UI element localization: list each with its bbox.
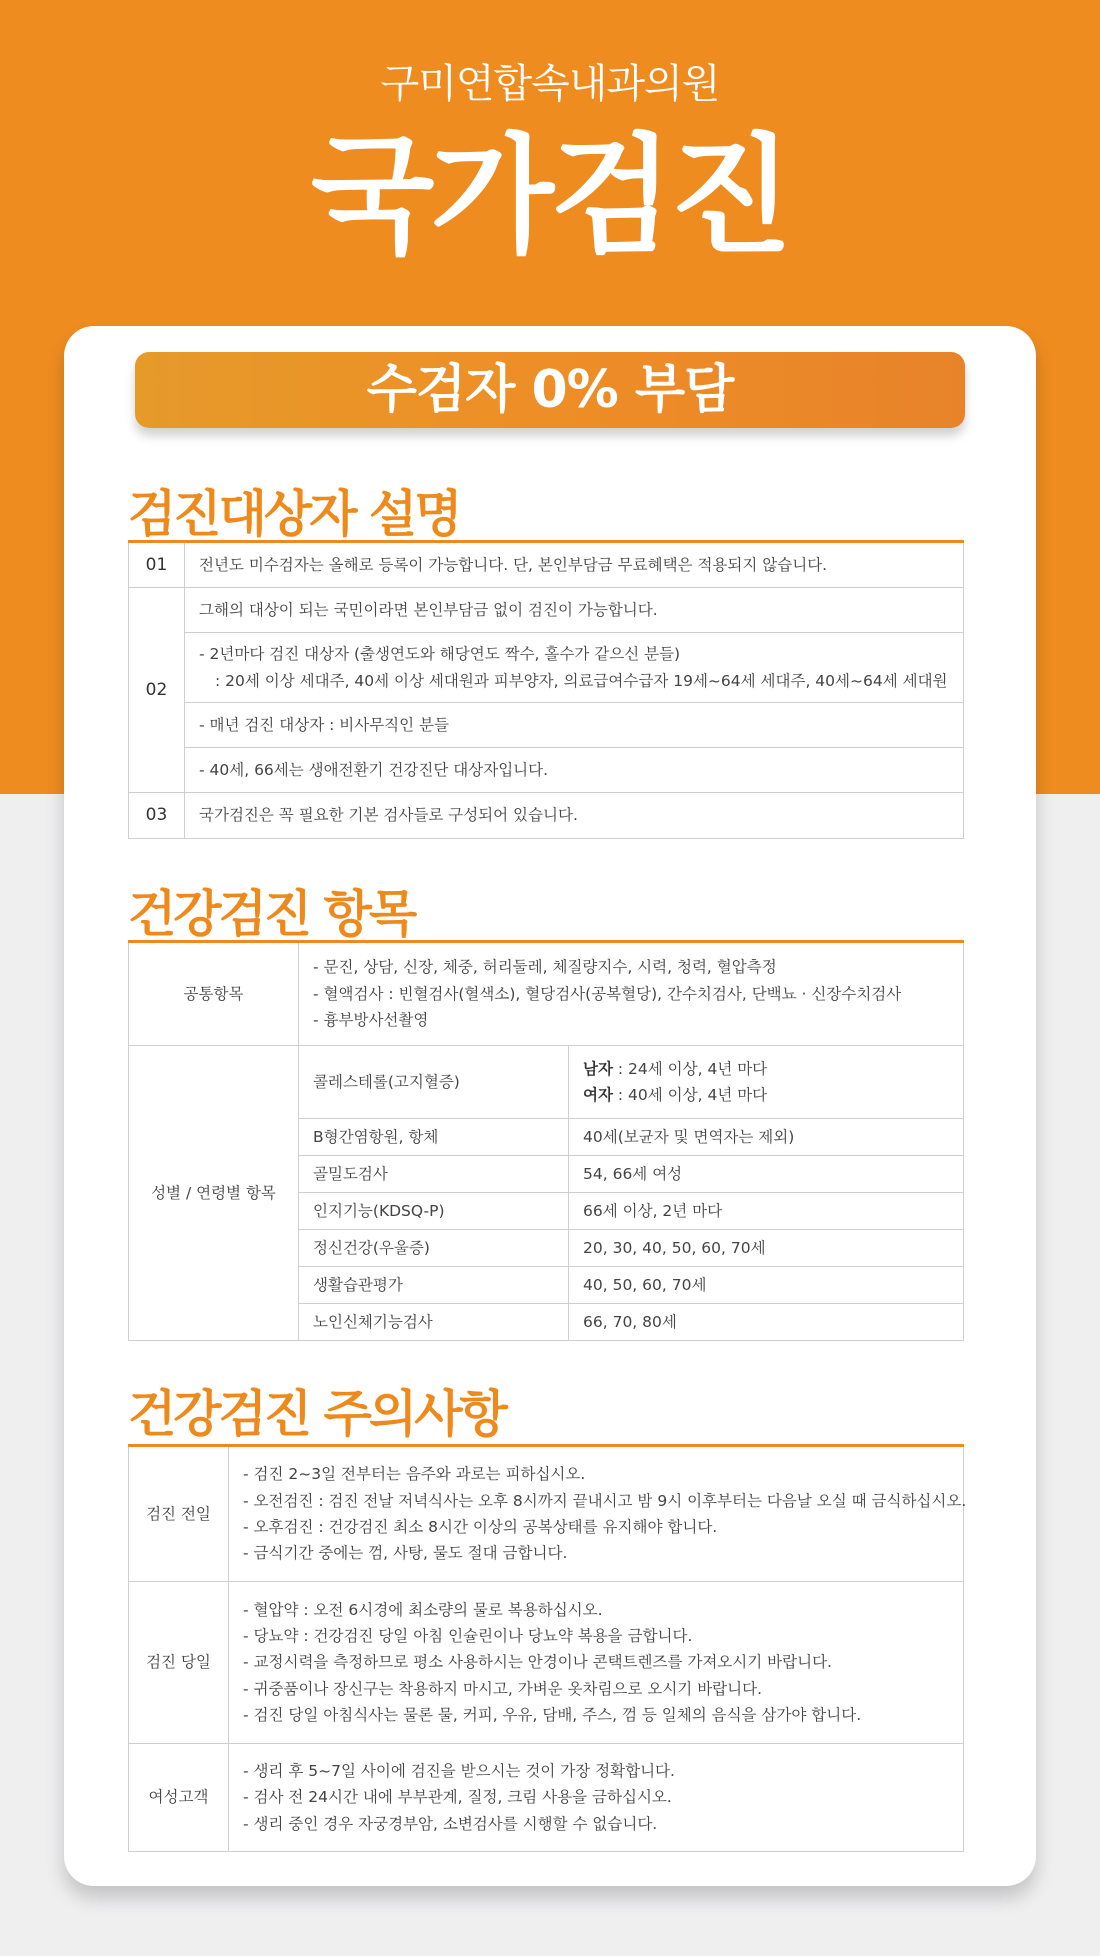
row-text bbox=[185, 633, 964, 703]
precaution-line: - 검진 2~3일 전부터는 음주와 과로는 피하십시오. bbox=[243, 1465, 586, 1484]
precaution-line: - 생리 후 5~7일 사이에 검진을 받으시는 것이 가장 정확합니다. bbox=[243, 1761, 675, 1780]
item-schedule: 66세 이상, 2년 마다 bbox=[569, 1193, 964, 1230]
table-row bbox=[129, 748, 964, 793]
cost-banner: 수검자 0% 부담 bbox=[135, 352, 965, 428]
common-items-label: 공통항목 bbox=[129, 942, 299, 1046]
item-schedule: 20, 30, 40, 50, 60, 70세 bbox=[569, 1230, 964, 1267]
precaution-text bbox=[229, 1744, 964, 1852]
precaution-line: - 오전검진 : 검진 전날 저녁식사는 오후 8시까지 끝내시고 밤 9시 이후부터는 다음날 오실 때 금식하십시오. bbox=[243, 1491, 967, 1510]
precaution-label: 여성고객 bbox=[129, 1744, 229, 1852]
table-row bbox=[129, 1046, 964, 1119]
table-row bbox=[129, 1582, 964, 1744]
item-schedule: 66, 70, 80세 bbox=[569, 1304, 964, 1341]
item-name: 정신건강(우울증) bbox=[299, 1230, 569, 1267]
precaution-line: - 교정시력을 측정하므로 평소 사용하시는 안경이나 콘택트렌즈를 가져오시기 바랍니다. bbox=[243, 1653, 832, 1672]
item-schedule-line: 남자 : 24세 이상, 4년 마다 bbox=[583, 1059, 768, 1078]
table-row bbox=[129, 542, 964, 588]
row-number: 01 bbox=[129, 542, 185, 588]
item-line: - 혈액검사 : 빈혈검사(혈색소), 혈당검사(공복혈당), 간수치검사, 단백뇨 · 신장수치검사 bbox=[313, 984, 902, 1003]
precaution-line: - 검진 당일 아침식사는 물론 물, 커피, 우유, 담배, 주스, 껌 등 일체의 음식을 삼가야 합니다. bbox=[243, 1706, 862, 1725]
precaution-text bbox=[229, 1446, 967, 1582]
item-schedule: 40세(보균자 및 면역자는 제외) bbox=[569, 1119, 964, 1156]
precaution-line: - 혈압약 : 오전 6시경에 최소량의 물로 복용하십시오. bbox=[243, 1600, 603, 1619]
item-name: 노인신체기능검사 bbox=[299, 1304, 569, 1341]
row-number: 03 bbox=[129, 793, 185, 839]
table-row bbox=[129, 588, 964, 633]
precaution-label: 검진 전일 bbox=[129, 1446, 229, 1582]
table-row bbox=[129, 633, 964, 703]
item-name: B형간염항원, 항체 bbox=[299, 1119, 569, 1156]
table-row bbox=[129, 942, 964, 1046]
row-text-line: : 20세 이상 세대주, 40세 이상 세대원과 피부양자, 의료급여수급자 19세~64세 세대주, 40세~64세 세대원 bbox=[215, 671, 948, 690]
eligibility-table bbox=[128, 540, 964, 839]
section-title-items: 건강검진 항목 bbox=[128, 885, 415, 943]
item-name: 인지기능(KDSQ-P) bbox=[299, 1193, 569, 1230]
item-schedule-line: 여자 : 40세 이상, 4년 마다 bbox=[583, 1086, 768, 1104]
item-line: - 문진, 상담, 신장, 체중, 허리둘레, 체질량지수, 시력, 청력, 혈압측정 bbox=[313, 958, 777, 977]
item-name: 골밀도검사 bbox=[299, 1156, 569, 1193]
precaution-line: - 검사 전 24시간 내에 부부관계, 질정, 크림 사용을 금하십시오. bbox=[243, 1788, 672, 1807]
row-text: 전년도 미수검자는 올해로 등록이 가능합니다. 단, 본인부담금 무료혜택은 적용되지 않습니다. bbox=[185, 542, 964, 588]
table-row bbox=[129, 703, 964, 748]
precaution-text bbox=[229, 1582, 964, 1744]
item-schedule bbox=[569, 1046, 964, 1119]
precautions-table bbox=[128, 1444, 967, 1852]
row-text: 그해의 대상이 되는 국민이라면 본인부담금 없이 검진이 가능합니다. bbox=[185, 588, 964, 633]
item-name: 콜레스테롤(고지혈증) bbox=[299, 1046, 569, 1119]
item-name: 생활습관평가 bbox=[299, 1267, 569, 1304]
table-row bbox=[129, 793, 964, 839]
checkup-items-table bbox=[128, 940, 964, 1341]
clinic-name: 구미연합속내과의원 bbox=[380, 61, 720, 107]
page-title: 국가검진 bbox=[310, 122, 790, 271]
precaution-line: - 금식기간 중에는 껌, 사탕, 물도 절대 금합니다. bbox=[243, 1544, 568, 1563]
section-title-precautions: 건강검진 주의사항 bbox=[128, 1385, 505, 1443]
table-row bbox=[129, 1446, 964, 1582]
row-text-line: - 2년마다 검진 대상자 (출생연도와 해당연도 짝수, 홀수가 같으신 분들) bbox=[199, 645, 681, 664]
item-schedule: 40, 50, 60, 70세 bbox=[569, 1267, 964, 1304]
precaution-line: - 오후검진 : 건강검진 최소 8시간 이상의 공복상태를 유지해야 합니다. bbox=[243, 1518, 718, 1536]
precaution-label: 검진 당일 bbox=[129, 1582, 229, 1744]
item-line: - 흉부방사선촬영 bbox=[313, 1011, 429, 1030]
precaution-line: - 당뇨약 : 건강검진 당일 아침 인슐린이나 당뇨약 복용을 금합니다. bbox=[243, 1626, 693, 1645]
content-card bbox=[64, 326, 1036, 1886]
section-title-eligibility: 검진대상자 설명 bbox=[128, 485, 460, 543]
common-items-text bbox=[299, 942, 964, 1046]
precaution-line: - 생리 중인 경우 자궁경부암, 소변검사를 시행할 수 없습니다. bbox=[243, 1814, 658, 1833]
row-text: - 매년 검진 대상자 : 비사무직인 분들 bbox=[185, 703, 964, 748]
table-row bbox=[129, 1744, 964, 1852]
item-schedule: 54, 66세 여성 bbox=[569, 1156, 964, 1193]
precaution-line: - 귀중품이나 장신구는 착용하지 마시고, 가벼운 옷차림으로 오시기 바랍니다. bbox=[243, 1679, 763, 1698]
row-number: 02 bbox=[129, 588, 185, 793]
gender-age-items-label: 성별 / 연령별 항목 bbox=[129, 1046, 299, 1341]
row-text: - 40세, 66세는 생애전환기 건강진단 대상자입니다. bbox=[185, 748, 964, 793]
row-text: 국가검진은 꼭 필요한 기본 검사들로 구성되어 있습니다. bbox=[185, 793, 964, 839]
